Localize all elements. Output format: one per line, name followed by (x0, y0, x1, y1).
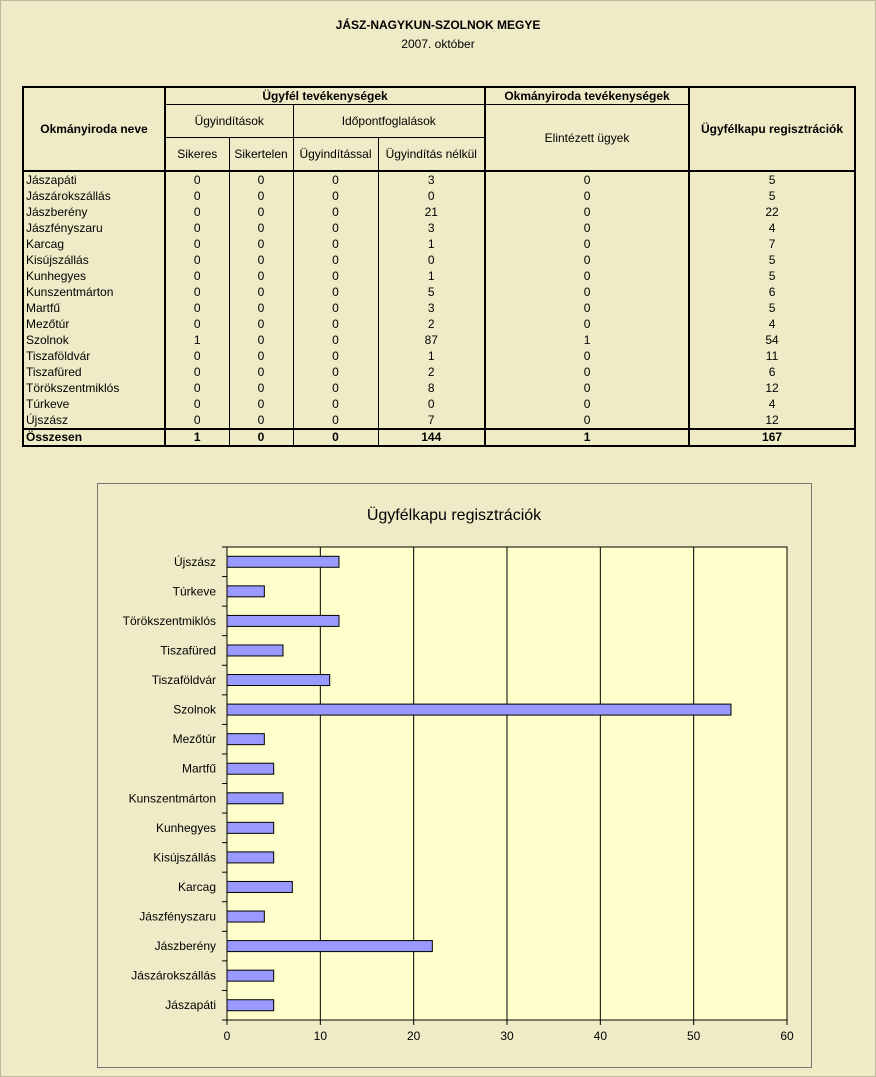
table-row (23, 284, 855, 300)
y-category-label: Kunhegyes (155, 820, 216, 835)
value-cell: 5 (689, 252, 855, 268)
value-cell: 0 (165, 316, 229, 332)
table-row (23, 220, 855, 236)
value-cell: 0 (165, 284, 229, 300)
office-name-cell: Jászberény (23, 204, 165, 220)
value-cell: 0 (485, 396, 689, 412)
value-cell: 7 (378, 412, 485, 429)
value-cell: 0 (165, 396, 229, 412)
x-tick-label: 30 (500, 1029, 514, 1043)
value-cell: 0 (485, 364, 689, 380)
office-name-cell: Karcag (23, 236, 165, 252)
value-cell: 5 (689, 171, 855, 188)
value-cell: 0 (165, 220, 229, 236)
y-category-label: Túrkeve (172, 584, 216, 599)
value-cell: 0 (293, 396, 378, 412)
bar (227, 645, 283, 656)
value-cell: 0 (485, 348, 689, 364)
page-subtitle: 2007. október (401, 37, 475, 51)
value-cell: 0 (485, 300, 689, 316)
value-cell: 4 (689, 396, 855, 412)
value-cell: 0 (293, 332, 378, 348)
bar (227, 734, 264, 745)
value-cell: 8 (378, 380, 485, 396)
value-cell: 5 (689, 268, 855, 284)
value-cell: 3 (378, 220, 485, 236)
table-row (23, 396, 855, 412)
office-name-cell: Mezőtúr (23, 316, 165, 332)
value-cell: 0 (229, 236, 293, 252)
x-tick-label: 10 (313, 1029, 328, 1043)
value-cell: 0 (378, 188, 485, 204)
office-name-cell: Tiszafüred (23, 364, 165, 380)
y-category-label: Törökszentmiklós (122, 613, 216, 628)
value-cell: 0 (293, 284, 378, 300)
chart-svg (98, 484, 811, 1067)
header-without-initiation: Ügyindítás nélkül (378, 138, 485, 172)
bar (227, 911, 264, 922)
y-category-label: Karcag (177, 879, 216, 894)
value-cell: 0 (229, 171, 293, 188)
chart-title: Ügyfélkapu regisztrációk (366, 507, 542, 524)
office-name-cell: Jászárokszállás (23, 188, 165, 204)
office-name-cell: Újszász (23, 412, 165, 429)
header-portal-registrations: Ügyfélkapu regisztrációk (689, 87, 855, 171)
y-category-label: Martfű (181, 761, 216, 776)
value-cell: 0 (485, 412, 689, 429)
bar (227, 793, 283, 804)
table-row (23, 252, 855, 268)
header-office: Okmányiroda neve (23, 87, 165, 171)
value-cell: 12 (689, 380, 855, 396)
y-category-label: Mezőtúr (172, 732, 216, 747)
value-cell: 0 (293, 236, 378, 252)
value-cell: 0 (485, 252, 689, 268)
value-cell: 0 (293, 171, 378, 188)
value-cell: 0 (165, 364, 229, 380)
value-cell: 0 (229, 284, 293, 300)
bar (227, 615, 339, 626)
value-cell: 22 (689, 204, 855, 220)
value-cell: 0 (485, 188, 689, 204)
value-cell: 0 (229, 412, 293, 429)
header-client-activities: Ügyfél tevékenységek (165, 87, 485, 105)
x-tick-label: 60 (780, 1029, 794, 1043)
value-cell: 0 (165, 380, 229, 396)
value-cell: 4 (689, 220, 855, 236)
value-cell: 0 (165, 412, 229, 429)
bar (227, 852, 274, 863)
value-cell: 3 (378, 300, 485, 316)
y-category-label: Kunszentmárton (128, 791, 216, 806)
value-cell: 0 (165, 188, 229, 204)
value-cell: 0 (485, 284, 689, 300)
value-cell: 12 (689, 412, 855, 429)
bar (227, 586, 264, 597)
office-name-cell: Jászapáti (23, 171, 165, 188)
office-name-cell: Kisújszállás (23, 252, 165, 268)
value-cell: 0 (293, 316, 378, 332)
value-cell: 1 (165, 332, 229, 348)
total-cell: 1 (485, 429, 689, 446)
value-cell: 11 (689, 348, 855, 364)
office-name-cell: Szolnok (23, 332, 165, 348)
value-cell: 0 (229, 396, 293, 412)
value-cell: 0 (293, 412, 378, 429)
office-name-cell: Túrkeve (23, 396, 165, 412)
value-cell: 0 (229, 220, 293, 236)
table-row (23, 268, 855, 284)
table-row (23, 300, 855, 316)
header-fail: Sikertelen (229, 138, 293, 172)
office-name-cell: Tiszaföldvár (23, 348, 165, 364)
value-cell: 0 (165, 300, 229, 316)
header-office-activities: Okmányiroda tevékenységek (485, 87, 689, 105)
total-cell: 0 (229, 429, 293, 446)
value-cell: 0 (485, 380, 689, 396)
value-cell: 0 (229, 268, 293, 284)
y-category-label: Kisújszállás (153, 850, 216, 865)
total-label: Összesen (23, 429, 165, 446)
value-cell: 0 (378, 396, 485, 412)
value-cell: 0 (165, 204, 229, 220)
bar (227, 822, 274, 833)
office-name-cell: Törökszentmiklós (23, 380, 165, 396)
value-cell: 0 (485, 236, 689, 252)
x-tick-label: 0 (223, 1029, 231, 1043)
table-row (23, 412, 855, 429)
value-cell: 0 (229, 188, 293, 204)
office-name-cell: Jászfényszaru (23, 220, 165, 236)
value-cell: 0 (229, 380, 293, 396)
total-row (23, 429, 855, 446)
table-row (23, 332, 855, 348)
bar (227, 556, 339, 567)
value-cell: 21 (378, 204, 485, 220)
total-cell: 1 (165, 429, 229, 446)
bar (227, 970, 274, 981)
y-category-label: Jászárokszállás (131, 968, 216, 983)
value-cell: 0 (229, 316, 293, 332)
office-name-cell: Kunhegyes (23, 268, 165, 284)
value-cell: 0 (229, 332, 293, 348)
bar (227, 675, 330, 686)
value-cell: 0 (485, 268, 689, 284)
value-cell: 54 (689, 332, 855, 348)
value-cell: 0 (165, 268, 229, 284)
value-cell: 0 (293, 220, 378, 236)
office-name-cell: Kunszentmárton (23, 284, 165, 300)
y-category-label: Szolnok (173, 702, 216, 717)
value-cell: 0 (165, 236, 229, 252)
x-tick-label: 20 (406, 1029, 421, 1043)
value-cell: 1 (485, 332, 689, 348)
value-cell: 0 (485, 316, 689, 332)
value-cell: 5 (689, 188, 855, 204)
page-title: JÁSZ-NAGYKUN-SZOLNOK MEGYE (335, 18, 541, 32)
value-cell: 0 (293, 188, 378, 204)
value-cell: 6 (689, 284, 855, 300)
value-cell: 0 (229, 348, 293, 364)
header-handled: Elintézett ügyek (485, 105, 689, 172)
y-category-label: Tiszafüred (160, 643, 216, 658)
value-cell: 2 (378, 364, 485, 380)
table-row (23, 364, 855, 380)
value-cell: 0 (293, 252, 378, 268)
value-cell: 0 (293, 268, 378, 284)
bar-chart (97, 483, 812, 1068)
value-cell: 0 (293, 204, 378, 220)
table-row (23, 316, 855, 332)
value-cell: 5 (378, 284, 485, 300)
y-category-label: Jászfényszaru (139, 909, 216, 924)
value-cell: 0 (165, 348, 229, 364)
value-cell: 0 (229, 252, 293, 268)
value-cell: 0 (485, 204, 689, 220)
value-cell: 4 (689, 316, 855, 332)
header-bookings: Időpontfoglalások (293, 105, 485, 138)
y-category-label: Jászberény (154, 939, 216, 954)
bar (227, 881, 292, 892)
header-with-initiation: Ügyindítással (293, 138, 378, 172)
header-initiations: Ügyindítások (165, 105, 293, 138)
bar (227, 704, 731, 715)
table-row (23, 348, 855, 364)
value-cell: 7 (689, 236, 855, 252)
y-category-label: Tiszaföldvár (151, 673, 216, 688)
value-cell: 1 (378, 348, 485, 364)
value-cell: 0 (293, 348, 378, 364)
x-tick-label: 50 (686, 1029, 701, 1043)
value-cell: 0 (293, 300, 378, 316)
value-cell: 0 (293, 380, 378, 396)
table-row (23, 380, 855, 396)
value-cell: 2 (378, 316, 485, 332)
value-cell: 87 (378, 332, 485, 348)
bar (227, 1000, 274, 1011)
table-row (23, 204, 855, 220)
value-cell: 1 (378, 268, 485, 284)
value-cell: 0 (229, 300, 293, 316)
total-cell: 144 (378, 429, 485, 446)
value-cell: 0 (378, 252, 485, 268)
value-cell: 5 (689, 300, 855, 316)
table-row (23, 188, 855, 204)
value-cell: 0 (485, 220, 689, 236)
y-category-label: Jászapáti (165, 998, 216, 1013)
header-success: Sikeres (165, 138, 229, 172)
value-cell: 0 (229, 364, 293, 380)
value-cell: 0 (293, 364, 378, 380)
total-cell: 0 (293, 429, 378, 446)
value-cell: 0 (229, 204, 293, 220)
total-cell: 167 (689, 429, 855, 446)
bar (227, 941, 432, 952)
bar (227, 763, 274, 774)
x-tick-label: 40 (593, 1029, 608, 1043)
table-row (23, 171, 855, 188)
value-cell: 0 (165, 171, 229, 188)
value-cell: 3 (378, 171, 485, 188)
value-cell: 0 (485, 171, 689, 188)
statistics-table (22, 86, 856, 447)
value-cell: 0 (165, 252, 229, 268)
office-name-cell: Martfű (23, 300, 165, 316)
value-cell: 1 (378, 236, 485, 252)
table-row (23, 236, 855, 252)
y-category-label: Újszász (173, 554, 216, 569)
value-cell: 6 (689, 364, 855, 380)
